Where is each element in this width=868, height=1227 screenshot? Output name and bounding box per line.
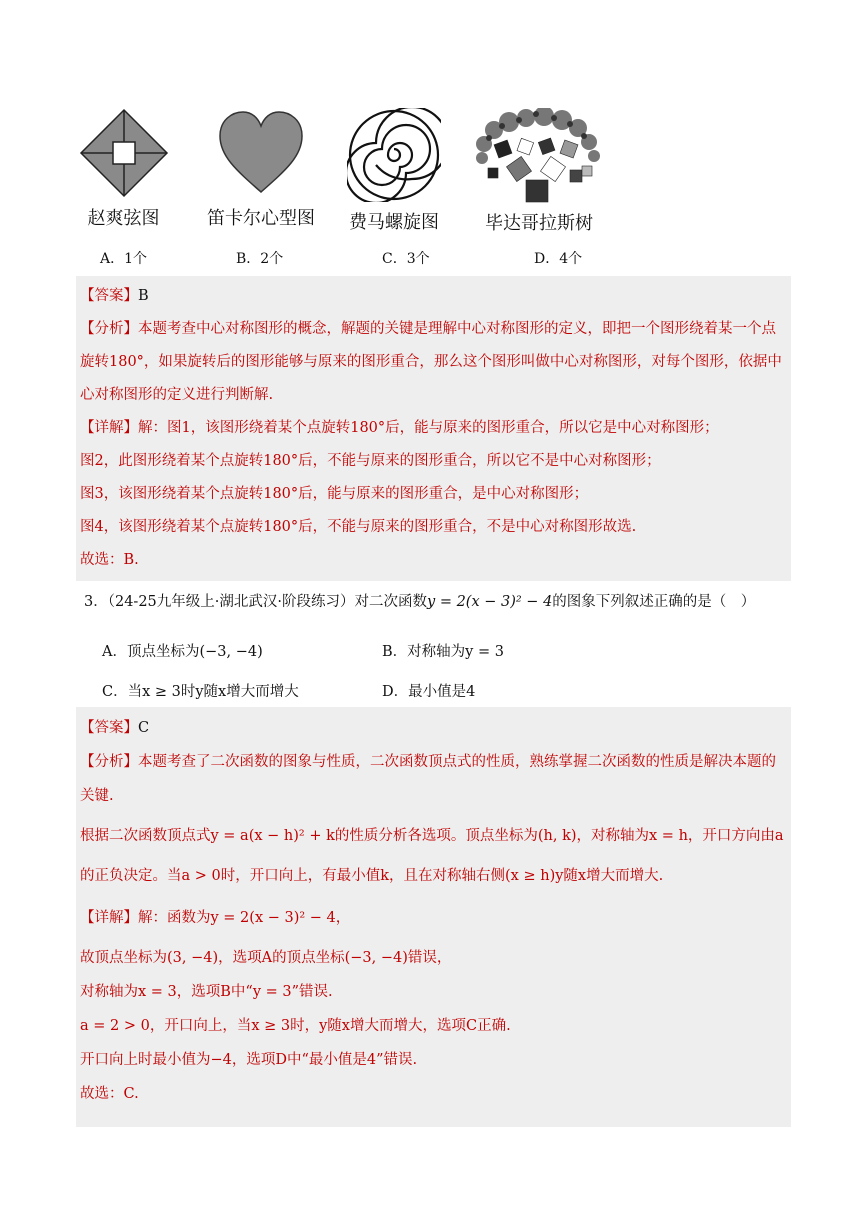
option-b[interactable]: B．2个: [236, 251, 284, 267]
question-3-stem: [84, 590, 755, 611]
detail-line: 故顶点坐标为(3, −4)，选项A的顶点坐标(−3, −4)错误，: [80, 950, 452, 966]
heart-icon: [216, 108, 306, 198]
figure-caption: 赵爽弦图: [87, 208, 160, 229]
option-d[interactable]: D．4个: [534, 251, 583, 267]
option-a[interactable]: A．顶点坐标为(−3, −4): [102, 644, 263, 660]
stem-post: 的图象下列叙述正确的是（ ）: [552, 594, 756, 610]
detail-line: 对称轴为x = 3，选项B中“y = 3”错误.: [80, 984, 333, 1000]
detail-line: 图4，该图形绕着某个点旋转180°后，不能与原来的图形重合，不是中心对称图形故选.: [80, 519, 637, 535]
fermat-spiral-icon: [347, 108, 441, 202]
analysis-line-2: 根据二次函数顶点式y = a(x − h)² + k的性质分析各选项。顶点坐标为(h, k)，对称轴为x = h，开口方向由a: [80, 828, 784, 844]
q2-solution-box: [76, 276, 791, 581]
analysis-text: 本题考查中心对称图形的概念，解题的关键是理解中心对称图形的定义，即把一个图形绕着某一个点旋转180°，如果旋转后的图形能够与原来的图形重合，那么这个图形叫做中心对称图形，对每个图形，依据中心对称图形的定义进行判断解.: [80, 321, 782, 403]
figures-row: [76, 108, 636, 243]
question-source: （24-25九年级上·湖北武汉·阶段练习）: [107, 594, 355, 610]
detail-tag: 【详解】: [80, 420, 138, 436]
detail-line: 开口向上时最小值为−4，选项D中“最小值是4”错误.: [80, 1052, 418, 1068]
question-number: 3．: [84, 594, 108, 610]
answer-tag: 【答案】: [80, 288, 138, 304]
analysis-line: [80, 313, 787, 412]
option-d[interactable]: D．最小值是4: [382, 684, 476, 700]
answer-value: C: [138, 720, 150, 736]
detail-line: [80, 412, 787, 445]
detail-line: [80, 901, 787, 935]
answer-value: B: [138, 288, 149, 304]
option-c[interactable]: C．当x ≥ 3时y随x增大而增大: [102, 684, 299, 700]
answer-tag: 【答案】: [80, 720, 138, 736]
analysis-tag: 【分析】: [80, 754, 138, 770]
analysis-text: 本题考查了二次函数的图象与性质，二次函数顶点式的性质，熟练掌握二次函数的性质是解决本题的关键.: [80, 754, 776, 804]
figure-1: [76, 108, 171, 230]
pythagoras-tree-icon: [474, 108, 604, 203]
figure-caption: 费马螺旋图: [349, 212, 439, 233]
conclusion-line: 故选：B.: [80, 552, 139, 568]
figure-caption: 毕达哥拉斯树: [485, 213, 593, 234]
zhao-shuang-square-icon: [79, 108, 169, 198]
detail-line: 图3，该图形绕着某个点旋转180°后，能与原来的图形重合，是中心对称图形；: [80, 486, 589, 502]
option-a[interactable]: A．1个: [100, 251, 148, 267]
analysis-tag: 【分析】: [80, 321, 138, 337]
figure-caption: 笛卡尔心型图: [207, 208, 315, 229]
figure-4: [474, 108, 604, 235]
q3-solution-box: [76, 707, 791, 1127]
stem-pre: 对二次函数: [354, 594, 428, 610]
detail-line: 图2，此图形绕着某个点旋转180°后，不能与原来的图形重合，所以它不是中心对称图形；: [80, 453, 661, 469]
answer-line: [80, 711, 787, 745]
answer-line: [80, 280, 787, 313]
stem-formula: y = 2(x − 3)² − 4: [427, 594, 553, 610]
analysis-line: [80, 745, 787, 813]
detail-line: a = 2 > 0，开口向上，当x ≥ 3时，y随x增大而增大，选项C正确.: [80, 1018, 511, 1034]
option-c[interactable]: C．3个: [382, 251, 430, 267]
detail-text: 解：函数为y = 2(x − 3)² − 4，: [138, 910, 351, 926]
figure-3: [334, 108, 454, 234]
analysis-line-3: 的正负决定。当a > 0时，开口向上，有最小值k，且在对称轴右侧(x ≥ h)y随x增大而增大.: [80, 868, 664, 884]
figure-2: [201, 108, 321, 230]
option-b[interactable]: B．对称轴为y = 3: [382, 644, 504, 660]
detail-tag: 【详解】: [80, 910, 138, 926]
detail-text: 解：图1，该图形绕着某个点旋转180°后，能与原来的图形重合，所以它是中心对称图形；: [138, 420, 719, 436]
conclusion-line: 故选：C.: [80, 1086, 139, 1102]
